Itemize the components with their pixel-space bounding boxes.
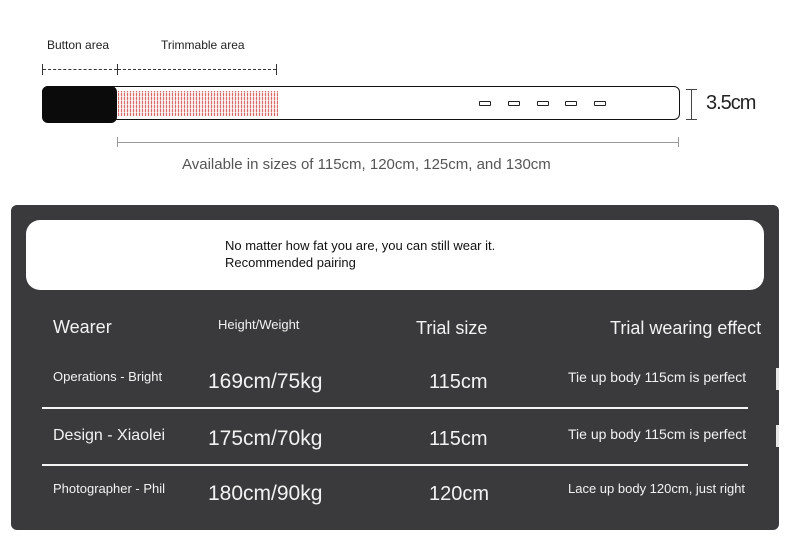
length-range-right-cap [678, 137, 679, 147]
row-3-size: 120cm [429, 483, 490, 505]
length-range-left-cap [117, 137, 118, 147]
belt-hole [508, 101, 520, 106]
belt-hole [594, 101, 606, 106]
note-line-1: No matter how fat you are, you can still wear it. [225, 238, 496, 253]
available-sizes-caption: Available in sizes of 115cm, 120cm, 125cm, and 130cm [182, 156, 551, 173]
row-3-effect: Lace up body 120cm, just right [568, 481, 746, 496]
row-3-wearer: Photographer - Phil [53, 481, 166, 496]
row-2-effect: Tie up body 115cm is perfect [568, 426, 747, 442]
trimmable-area-right-tick [276, 64, 277, 75]
header-trial-effect: Trial wearing effect [610, 318, 762, 338]
row-2-wearer: Design - Xiaolei [53, 427, 166, 444]
row-divider [42, 464, 748, 466]
length-range-line [117, 142, 679, 143]
note-box [26, 220, 764, 290]
belt-buckle [42, 86, 117, 123]
row-1-edge-mark [776, 368, 779, 390]
row-divider [42, 407, 748, 409]
row-1-wearer: Operations - Bright [53, 369, 163, 384]
row-2-size: 115cm [429, 428, 488, 450]
header-trial-size: Trial size [416, 318, 488, 338]
trimmable-area-dimension-line [118, 69, 276, 70]
row-1-size: 115cm [429, 371, 488, 393]
row-1-height-weight: 169cm/75kg [208, 370, 323, 393]
header-height-weight: Height/Weight [218, 317, 300, 332]
note-line-2: Recommended pairing [225, 255, 356, 270]
header-wearer: Wearer [53, 317, 112, 337]
belt-hole [537, 101, 549, 106]
belt-hole [565, 101, 577, 106]
trimmable-zone-stripes [118, 91, 278, 116]
row-3-height-weight: 180cm/90kg [208, 482, 323, 505]
trimmable-area-label: Trimmable area [161, 38, 245, 52]
row-1-effect: Tie up body 115cm is perfect [568, 369, 747, 385]
row-2-height-weight: 175cm/70kg [208, 427, 323, 450]
belt-width-label: 3.5cm [706, 92, 756, 114]
width-measure-line [691, 89, 692, 120]
button-area-label: Button area [47, 38, 110, 52]
row-2-edge-mark [776, 425, 779, 447]
width-measure-top-cap [686, 89, 697, 90]
belt-hole [479, 101, 491, 106]
width-measure-bottom-cap [686, 119, 697, 120]
button-area-dimension-line [43, 69, 117, 70]
